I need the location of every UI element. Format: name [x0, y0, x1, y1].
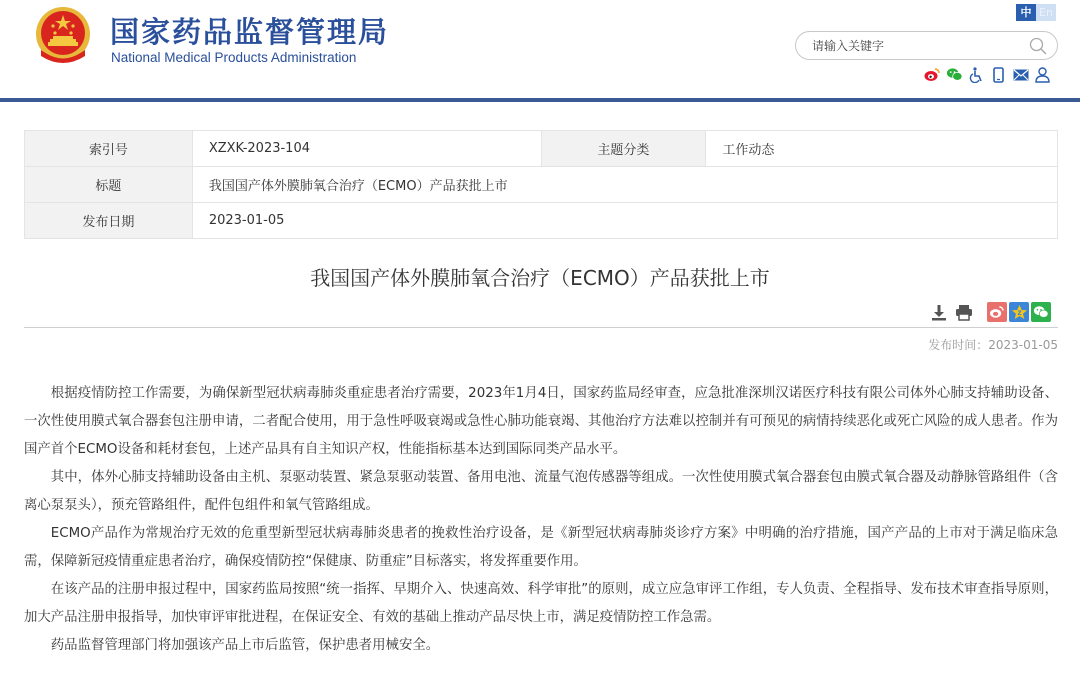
article-paragraph: ECMO产品作为常规治疗无效的危重型新型冠状病毒肺炎患者的挽救性治疗设备，是《新型冠状病毒肺炎诊疗方案》中明确的治疗措施，国产产品的上市对于满足临床急需，保障新冠疫情重症患者治疗，确保疫情防控“保健康、防重症”目标落实，将发挥重要作用。: [24, 526, 1058, 569]
info-row-title: [25, 167, 1058, 203]
wechat-share-icon[interactable]: [1031, 302, 1051, 322]
article-paragraph: 药品监督管理部门将加强该产品上市后监管，保护患者用械安全。: [50, 638, 440, 653]
article-divider: [24, 327, 1058, 328]
mail-icon[interactable]: [1012, 66, 1029, 83]
search-input[interactable]: [812, 37, 1022, 55]
index-label: 索引号: [25, 131, 193, 167]
svg-text:Z: Z: [1016, 310, 1022, 317]
date-value: 2023-01-05: [192, 203, 1057, 239]
date-label: 发布日期: [25, 203, 193, 239]
weibo-share-icon[interactable]: [987, 302, 1007, 322]
article-title: 我国国产体外膜肺氧合治疗（ECMO）产品获批上市: [310, 266, 770, 290]
print-icon[interactable]: [954, 302, 974, 322]
lang-en-button[interactable]: En: [1036, 4, 1056, 21]
publish-time: [928, 336, 1058, 353]
site-title-en[interactable]: National Medical Products Administration: [111, 50, 357, 65]
title-label: 标题: [25, 167, 193, 203]
download-icon[interactable]: [929, 302, 949, 322]
article-paragraph: 在该产品的注册申报过程中，国家药监局按照“统一指挥、早期介入、快速高效、科学审批”的原则，成立应急审评工作组，专人负责、全程指导、发布技术审查指导原则，加大产品注册申报指导，加快审评审批进程，在保证安全、有效的基础上推动产品尽快上市，满足疫情防控工作急需。: [24, 582, 1058, 625]
accessibility-icon[interactable]: [968, 66, 985, 83]
share-bar: [929, 302, 1051, 322]
title-value: 我国国产体外膜肺氧合治疗（ECMO）产品获批上市: [192, 167, 1057, 203]
header-tools: [924, 66, 1051, 83]
qzone-share-icon[interactable]: [1009, 302, 1029, 322]
language-switch: [1016, 4, 1056, 21]
national-emblem-icon: [33, 6, 93, 68]
wechat-icon[interactable]: [946, 66, 963, 83]
article-paragraph: 根据疫情防控工作需要，为确保新型冠状病毒肺炎重症患者治疗需要，2023年1月4日，国家药监局经审查，应急批准深圳汉诺医疗科技有限公司体外心肺支持辅助设备、一次性使用膜式氧合器套包注册申请，二者配合使用，用于急性呼吸衰竭或急性心肺功能衰竭、其他治疗方法难以控制并有可预见的病情持续恶化或死亡风险的成人患者。作为国产首个ECMO设备和耗材套包，上述产品具有自主知识产权，性能指标基本达到国际同类产品水平。: [24, 386, 1058, 457]
info-row-index: [25, 131, 1058, 167]
site-title-cn[interactable]: 国家药品监督管理局: [110, 15, 390, 49]
category-label: 主题分类: [541, 131, 706, 167]
publish-time-value: 2023-01-05: [988, 338, 1058, 352]
mobile-icon[interactable]: [990, 66, 1007, 83]
article-info-table: [24, 130, 1058, 239]
header-divider: [0, 98, 1080, 102]
category-value: 工作动态: [706, 131, 1058, 167]
index-value: XZXK-2023-104: [192, 131, 541, 167]
search-box: [795, 31, 1058, 60]
user-icon[interactable]: [1034, 66, 1051, 83]
weibo-icon[interactable]: [924, 66, 941, 83]
publish-time-label: 发布时间：: [928, 338, 989, 352]
article-body: [24, 380, 1058, 660]
article-paragraph: 其中，体外心肺支持辅助设备由主机、泵驱动装置、紧急泵驱动装置、备用电池、流量气泡传感器等组成。一次性使用膜式氧合器套包由膜式氧合器及动静脉管路组件（含离心泵泵头），预充管路组件，配件包组件和氧气管路组成。: [24, 470, 1058, 513]
lang-zh-button[interactable]: 中: [1016, 4, 1036, 21]
search-icon[interactable]: [1029, 37, 1047, 55]
info-row-date: [25, 203, 1058, 239]
site-header: [0, 0, 1080, 99]
